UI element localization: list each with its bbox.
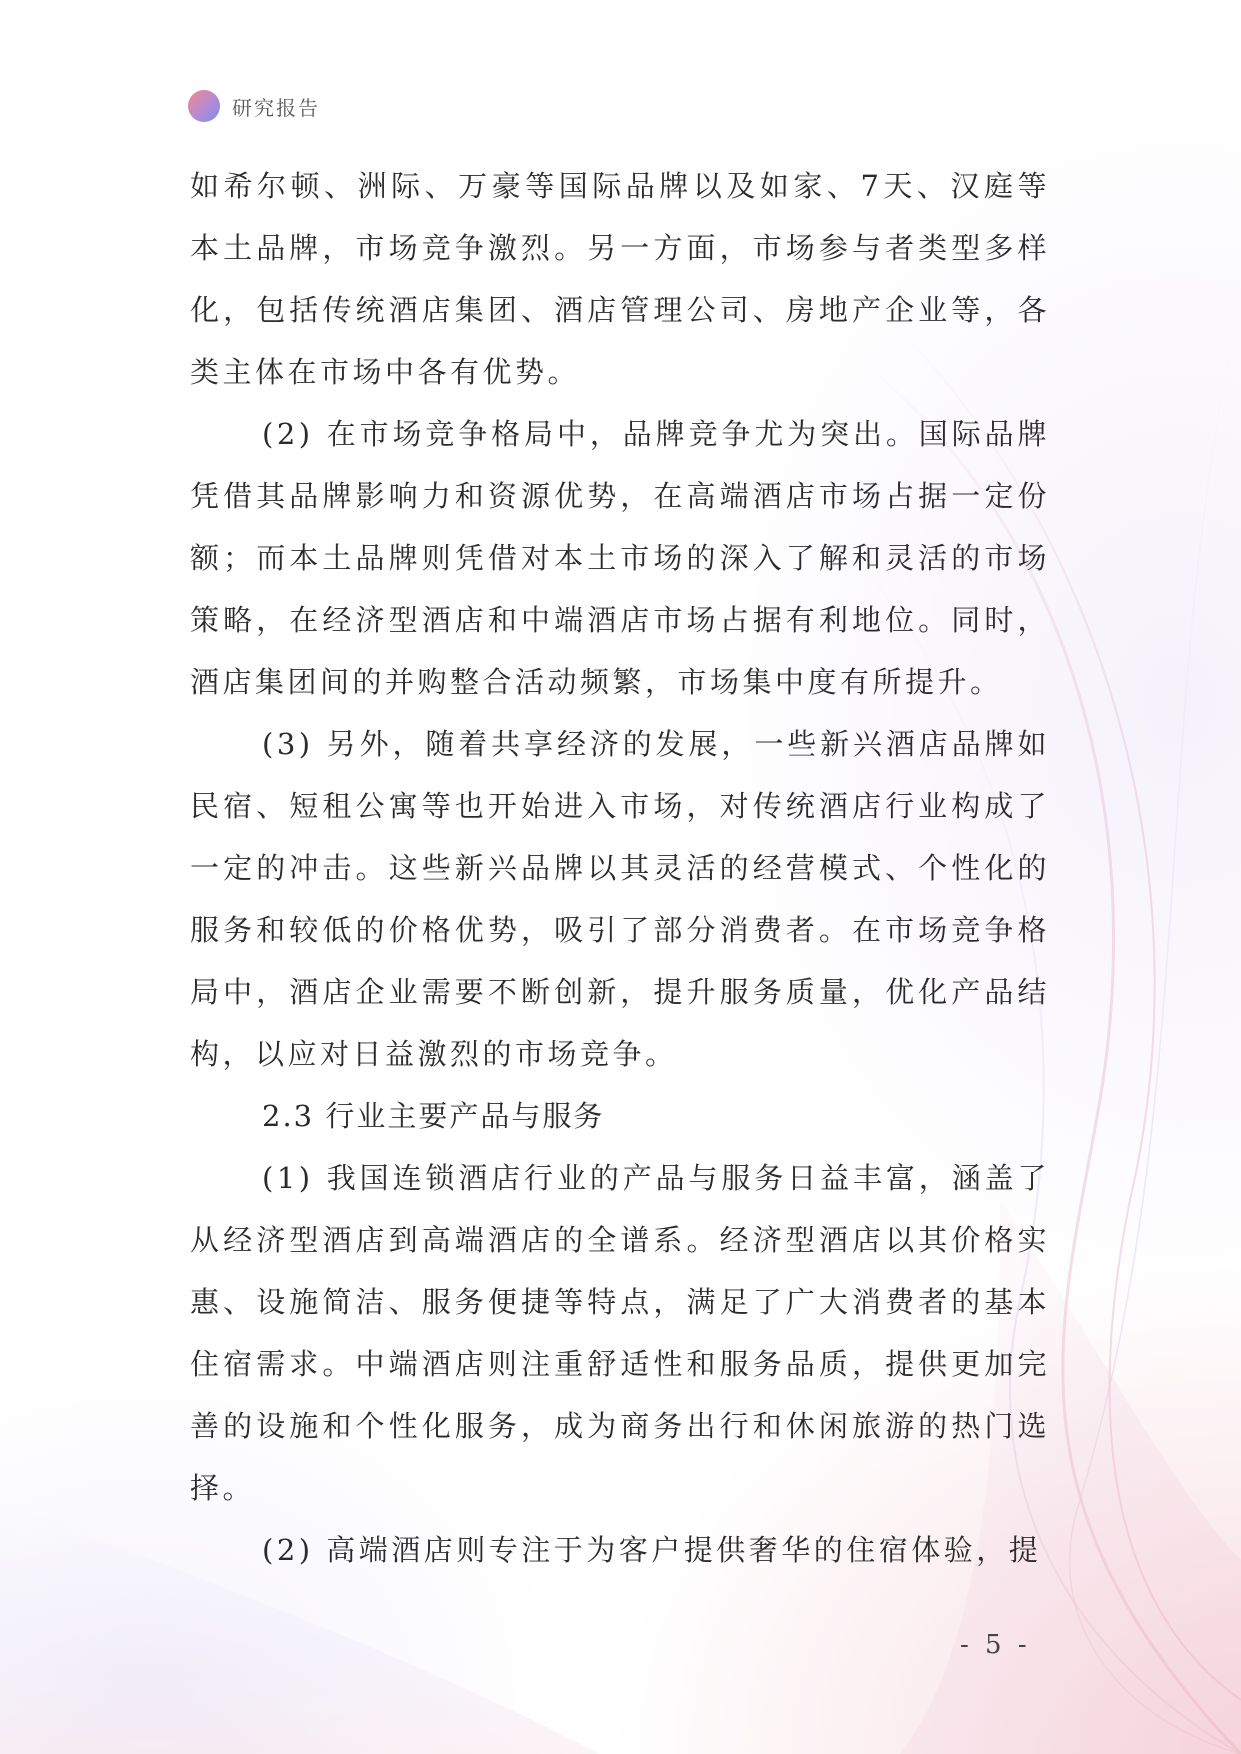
paragraph-products-2: (2) 高端酒店则专注于为客户提供奢华的住宿体验，提	[262, 1533, 1042, 1567]
paragraph-continuation: 如希尔顿、洲际、万豪等国际品牌以及如家、7天、汉庭等本土品牌，市场竞争激烈。另一方面，市场参与者类型多样化，包括传统酒店集团、酒店管理公司、房地产企业等，各类主体在市场中各有优势。	[190, 169, 1050, 389]
paragraph-products-1: (1) 我国连锁酒店行业的产品与服务日益丰富，涵盖了从经济型酒店到高端酒店的全谱系。经济型酒店以其价格实惠、设施简洁、服务便捷等特点，满足了广大消费者的基本住宿需求。中端酒店则注重舒适性和服务品质，提供更加完善的设施和个性化服务，成为商务出行和休闲旅游的热门选择。	[190, 1161, 1050, 1505]
paragraph-competition-3: (3) 另外，随着共享经济的发展，一些新兴酒店品牌如民宿、短租公寓等也开始进入市场，对传统酒店行业构成了一定的冲击。这些新兴品牌以其灵活的经营模式、个性化的服务和较低的价格优势，吸引了部分消费者。在市场竞争格局中，酒店企业需要不断创新，提升服务质量，优化产品结构，以应对日益激烈的市场竞争。	[190, 727, 1050, 1071]
page-header	[188, 88, 320, 124]
page-number: - 5 -	[960, 1630, 1031, 1660]
paragraph-competition-2: (2) 在市场竞争格局中，品牌竞争尤为突出。国际品牌凭借其品牌影响力和资源优势，在高端酒店市场占据一定份额；而本土品牌则凭借对本土市场的深入了解和灵活的市场策略，在经济型酒店和中端酒店市场占据有利地位。同时，酒店集团间的并购整合活动频繁，市场集中度有所提升。	[190, 417, 1050, 699]
header-title: 研究报告	[232, 95, 320, 120]
report-logo-icon	[188, 90, 220, 122]
section-heading: 2.3 行业主要产品与服务	[262, 1099, 605, 1133]
body-text	[190, 155, 1050, 1581]
